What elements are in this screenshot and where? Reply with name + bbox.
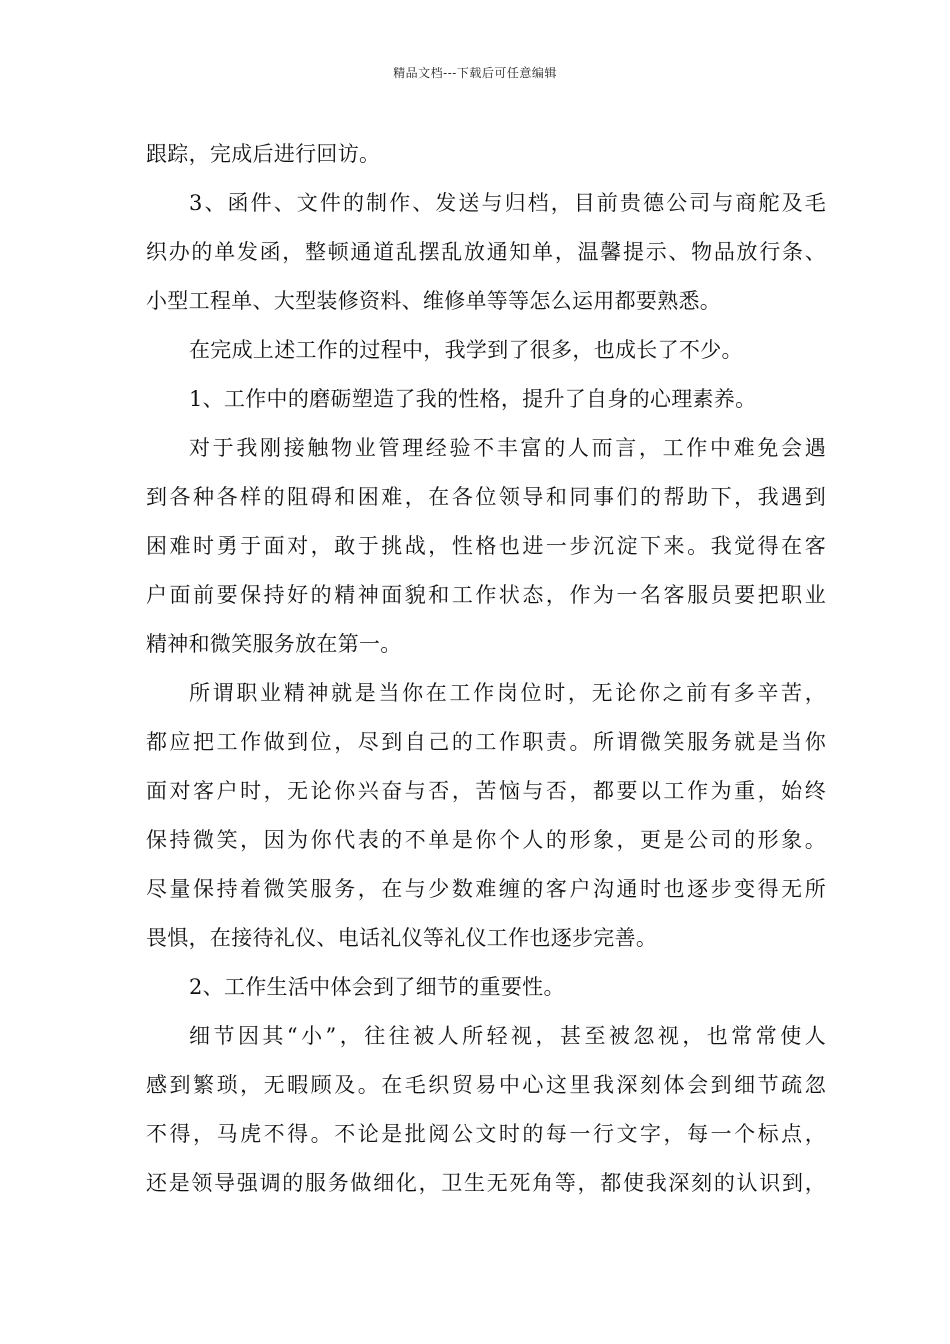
text-line: 感到繁琐，无暇顾及。在毛织贸易中心这里我深刻体会到细节疏忽 [146, 1073, 826, 1097]
text-line: 1、工作中的磨砺塑造了我的性格，提升了自身的心理素养。 [189, 387, 757, 411]
text-line: 畏惧，在接待礼仪、电话礼仪等礼仪工作也逐步完善。 [146, 926, 658, 950]
text-line: 不得，马虎不得。不论是批阅公文时的每一行文字，每一个标点， [146, 1122, 826, 1146]
document-body [146, 130, 826, 1208]
page-header: 精品文档---下载后可任意编辑 [393, 66, 557, 80]
text-line: 精神和微笑服务放在第一。 [146, 632, 402, 656]
text-line: 保持微笑，因为你代表的不单是你个人的形象，更是公司的形象。 [146, 828, 826, 852]
text-line: 小型工程单、大型装修资料、维修单等等怎么运用都要熟悉。 [146, 289, 722, 313]
text-line: 尽量保持着微笑服务，在与少数难缠的客户沟通时也逐步变得无所 [146, 877, 826, 901]
text-line: 面对客户时，无论你兴奋与否，苦恼与否，都要以工作为重，始终 [146, 779, 826, 803]
text-line: 都应把工作做到位，尽到自己的工作职责。所谓微笑服务就是当你 [146, 730, 826, 754]
text-line: 还是领导强调的服务做细化，卫生无死角等，都使我深刻的认识到， [146, 1171, 826, 1195]
text-line: 所谓职业精神就是当你在工作岗位时，无论你之前有多辛苦， [189, 681, 826, 705]
text-line: 对于我刚接触物业管理经验不丰富的人而言，工作中难免会遇 [189, 436, 826, 460]
text-line: 困难时勇于面对，敢于挑战，性格也进一步沉淀下来。我觉得在客 [146, 534, 826, 558]
text-line: 织办的单发函，整顿通道乱摆乱放通知单，温馨提示、物品放行条、 [146, 240, 826, 264]
text-line: 2、工作生活中体会到了细节的重要性。 [189, 975, 565, 999]
text-line: 到各种各样的阻碍和困难，在各位领导和同事们的帮助下，我遇到 [146, 485, 826, 509]
text-line: 跟踪，完成后进行回访。 [146, 142, 381, 166]
text-line: 在完成上述工作的过程中，我学到了很多，也成长了不少。 [189, 338, 743, 362]
text-line: 3、函件、文件的制作、发送与归档，目前贵德公司与商舵及毛 [189, 191, 826, 215]
text-line: 户面前要保持好的精神面貌和工作状态，作为一名客服员要把职业 [146, 583, 826, 607]
text-line: 细节因其“小”，往往被人所轻视，甚至被忽视，也常常使人 [189, 1024, 826, 1048]
